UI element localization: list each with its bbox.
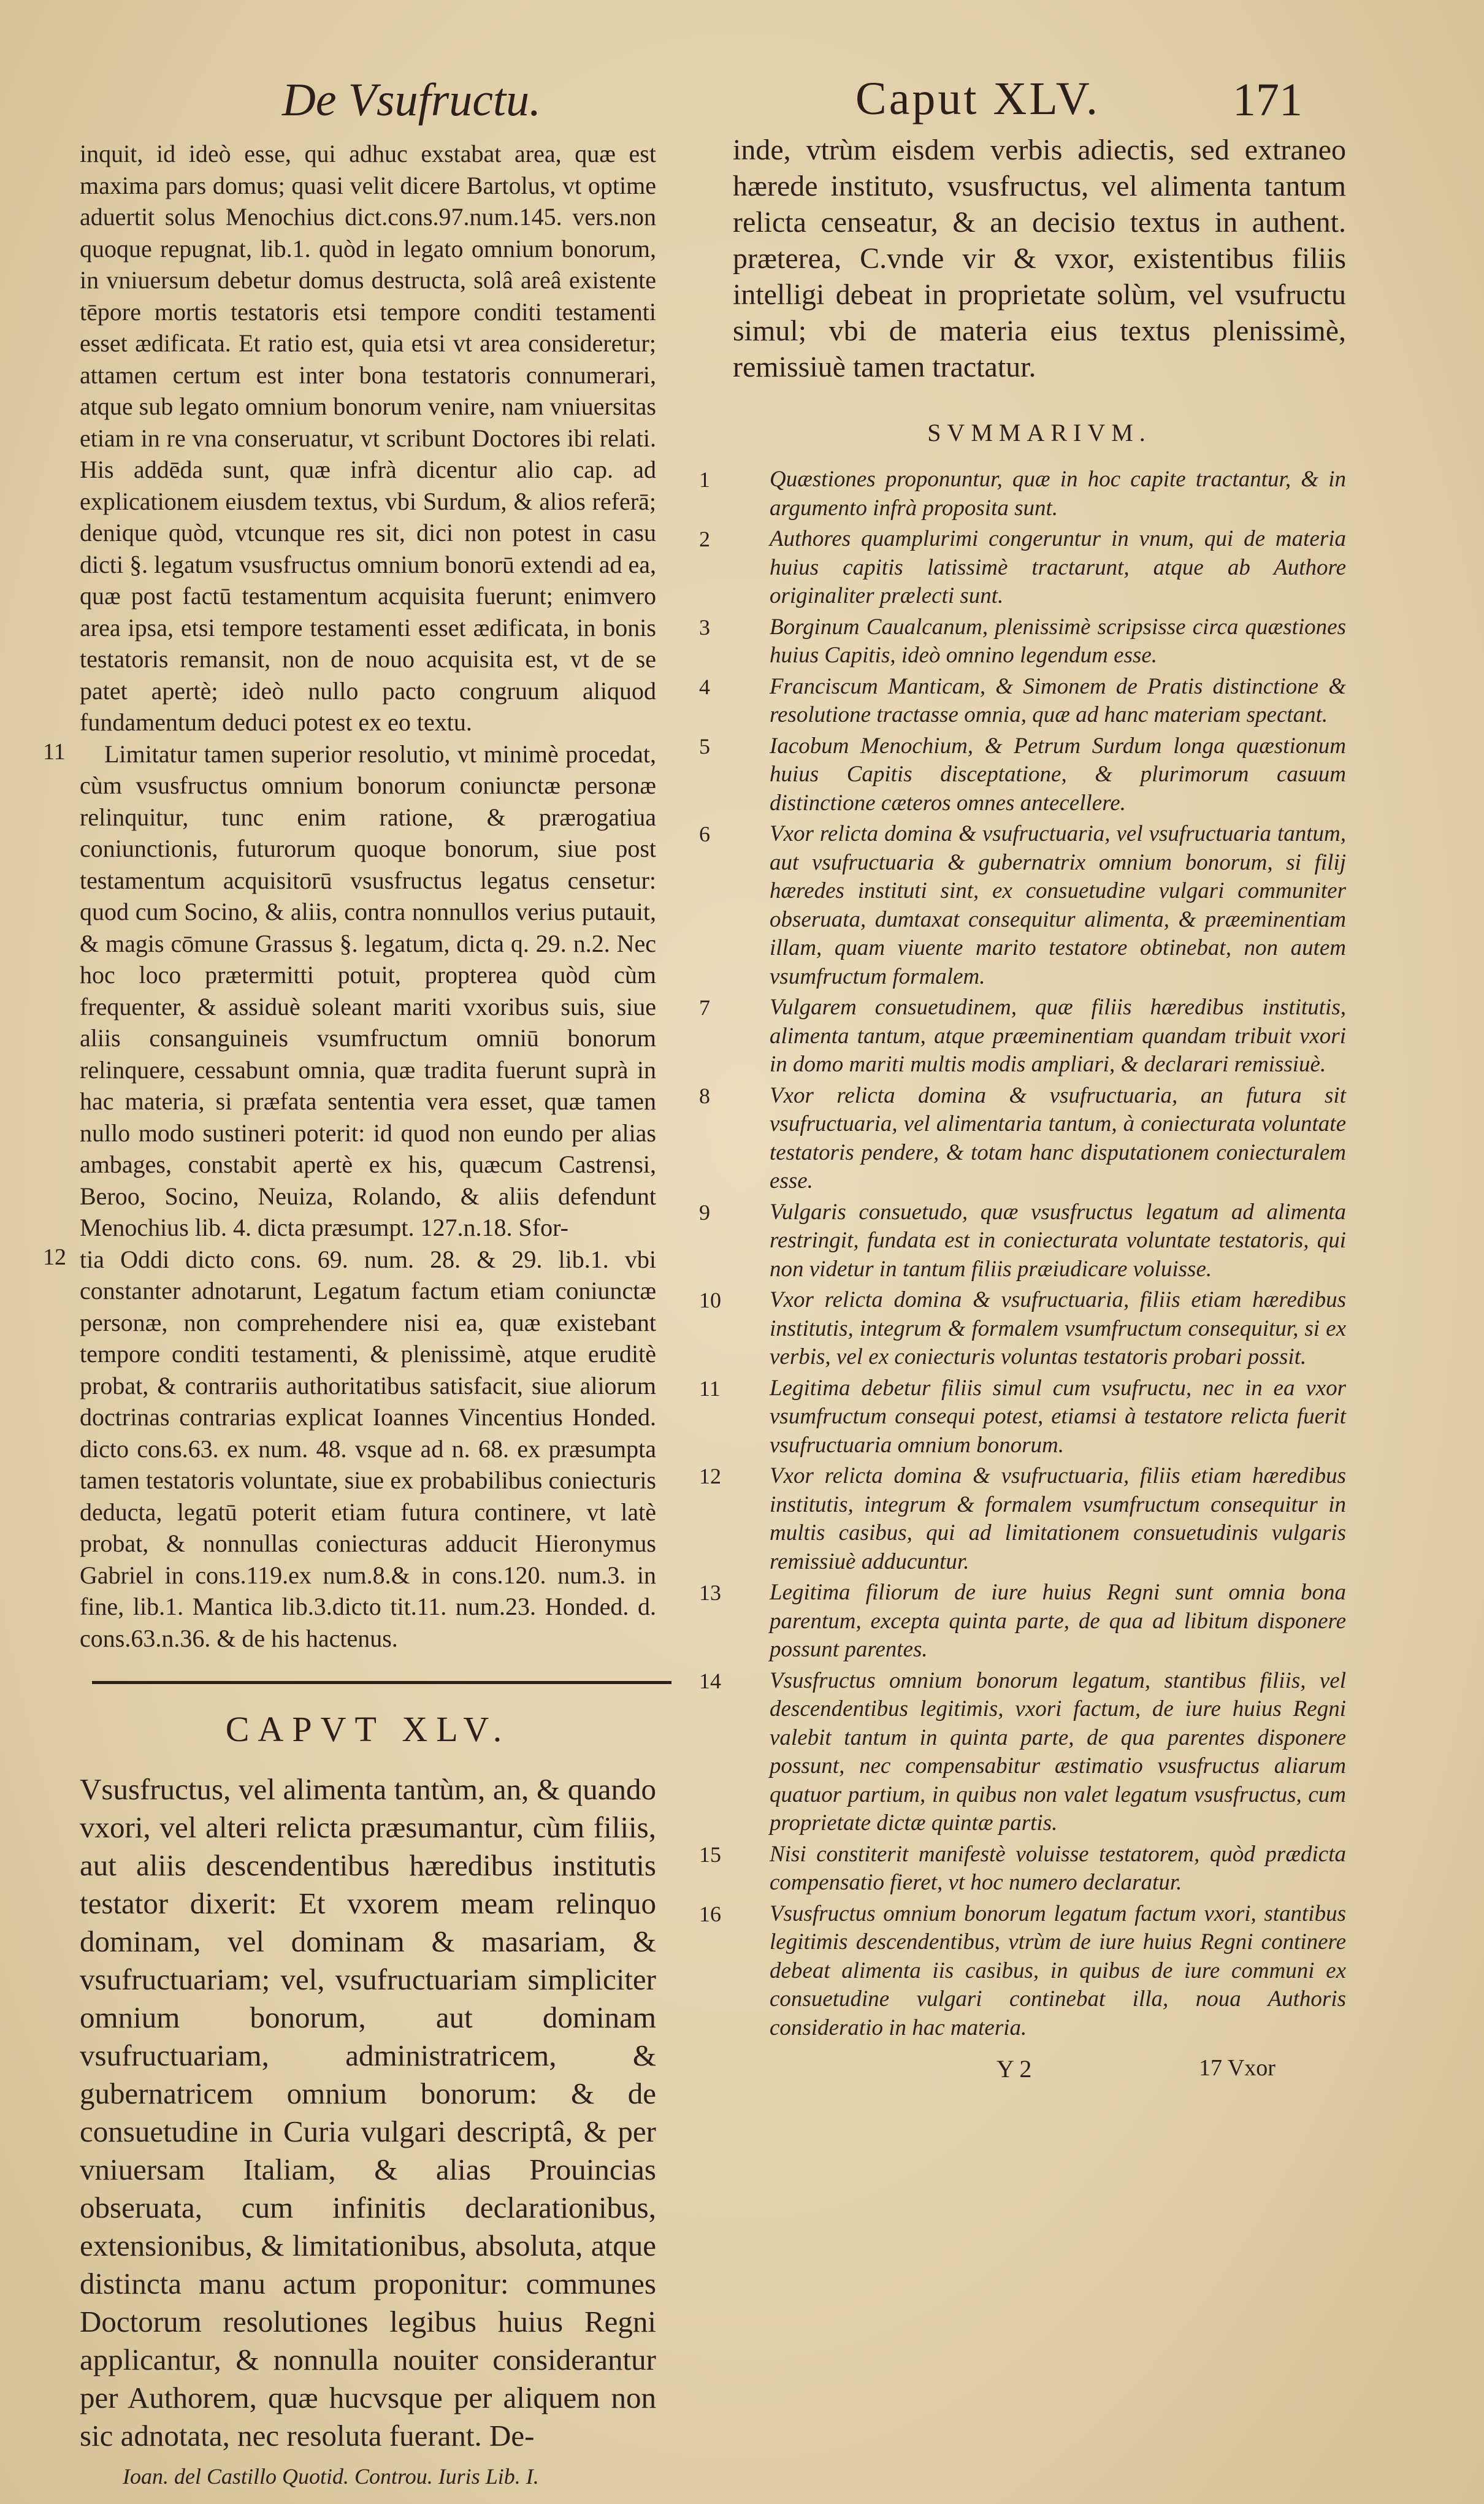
summarium-text: Vxor relicta domina & vsufructuaria, filiis etiam hæredibus institutis, integrum & formalem vsumfructum consequitur, si ex verbis, vel ex coniecturis voluntas testatoris probari possit. [770,1287,1346,1369]
summarium-number: 12 [699,1464,721,1488]
summarium-item [699,1840,1346,1897]
summarium-item [699,1286,1346,1372]
summarium-item [699,1667,1346,1838]
chapter-argument-continued: inde, vtrùm eisdem verbis adiectis, sed extraneo hærede instituto, vsusfructus, vel alimenta tantum relicta censeatur, & an decisio textus in authent. præterea, C.vnde vir & vxor, existentibus filiis intelligi debeat in proprietate solùm, vel vsufructu simul; vbi de materia eius textus plenissimè, remissiuè tamen tractatur. [733,134,1346,383]
summarium-item [699,1198,1346,1284]
summarium-item [699,1579,1346,1664]
chapter-argument: Vsusfructus, vel alimenta tantùm, an, & quando vxori, vel alteri relicta præsumantur, cùm filiis, aut aliis descendentibus hæredibus institutis testator dixerit: Et vxorem meam relinquo dominam, vel dominam & masariam, & vsufructuariam; vel, vsufructuariam simpliciter omnium bonorum, aut dominam vsufructuariam, administratricem, & gubernatricem omnium bonorum: & de consuetudine in Curia vulgari descriptâ, & per vniuersam Italiam, & alias Prouincias obseruata, cum infinitis declarationibus, extensionibus, & limitationibus, absoluta, atque distincta manu actum proponitur: communes Doctorum resolutiones legibus huius Regni applicantur, & nonnulla nouiter considerantur per Authorem, quæ hucvsque per aliquem non sic adnotata, nec resoluta fuerant. De- [80,1772,656,2452]
summarium-number: 4 [699,674,710,699]
left-paragraph-3 [43,1244,656,1655]
summarium-text: Legitima filiorum de iure huius Regni sunt omnia bona parentum, excepta quinta parte, de qua ad libitum disponere possunt parentes. [770,1580,1346,1662]
summarium-list [699,465,1346,2042]
running-head-left: De Vsufructu. [282,74,541,126]
summarium-item [699,465,1346,523]
paragraph-text: inquit, id ideò esse, qui adhuc exstabat area, quæ est maxima pars domus; quasi velit dicere Bartolus, vt optime aduertit solus Menochius dict.cons.97.num.145. vers.non quoque repugnat, lib.1. quòd in legato omnium bonorum, in vniuersum debetur domus destructa, solâ areâ existente tēpore mortis testatoris etsi tempore conditi testamenti esset ædificata. Et ratio est, quia etsi vt area consideretur; attamen certum est inter bona testatoris connumerari, atque sub legato omnium bonorum venire, nam vniuersitas etiam in re vna conseruatur, vt scribunt Doctores ibi relati. His addēda sunt, quæ infrà dicentur alio cap. ad explicationem eiusdem textus, vbi Surdum, & alios referā; denique quòd, vtcunque res sit, dici non potest in casu dicti §. legatum vsusfructus omnium bonorū extendi ad ea, quæ post factū testamentum acquisita fuerunt; enimvero area ipsa, etsi tempore testamenti esset ædificata, in bonis testatoris remansit, non de nouo acquisita est, vt de se patet apertè; ideò nullo pacto congruum aliquod fundamentum deduci potest ex eo textu. [80,140,656,736]
summarium-text: Vulgarem consuetudinem, quæ filiis hæredibus institutis, alimenta tantum, atque præeminentiam quandam tribuit vxori in domo mariti multis modis ampliari, & declarari remissiuè. [770,995,1346,1077]
paragraph-text: Limitatur tamen superior resolutio, vt minimè procedat, cùm vsusfructus omnium bonorum coniunctæ personæ relinquitur, tunc enim ratione, & prærogatiua coniunctionis, futurorum quoque bonorum, siue post testamentum acquisitorū vsusfructus legatus censetur: quod cum Socino, & aliis, contra nonnullos verius putauit, & magis cōmune Grassus §. legatum, dicta q. 29. n.2. Nec hoc loco prætermitti potuit, propterea quòd cùm frequenter, & assiduè soleant mariti vxoribus suis, siue aliis consanguineis vsumfructum omniū bonorum relinquere, cessabunt omnia, quæ tradita fuerunt suprà in hac materia, si præfata sententia vera esset, quæ tamen nullo modo sustineri poterit: id quod non eundo per alias ambages, constabit apertè ex his, quæcum Castrensi, Beroo, Socino, Neuiza, Rolando, & aliis defendunt Menochius lib. 4. dicta præsumpt. 127.n.18. Sfor- [80,740,656,1241]
catchword: 17 Vxor [1199,2055,1276,2081]
summarium-number: 7 [699,995,710,1020]
summarium-title: SVMMARIVM. [927,419,1152,446]
left-paragraph-1 [80,138,656,738]
right-column [699,132,1346,2091]
summarium-item [699,732,1346,818]
margin-number: 12 [43,1244,66,1270]
summarium-text: Nisi constiterit manifestè voluisse testatorem, quòd prædicta compensatio fieret, vt hoc numero declaratur. [770,1841,1346,1895]
summarium-number: 2 [699,527,710,551]
summarium-item [699,1082,1346,1196]
summarium-text: Vulgaris consuetudo, quæ vsusfructus legatum ad alimenta restringit, fundata est in coniecturata voluntate testatoris, qui non videtur in tantum filiis præiudicare voluisse. [770,1199,1346,1282]
page-footer-right [733,2054,1346,2091]
summarium-item [699,673,1346,730]
summarium-item [699,613,1346,670]
summarium-number: 3 [699,615,710,640]
summarium-number: 5 [699,733,710,759]
section-rule [92,1681,671,1684]
summarium-text: Vsusfructus omnium bonorum legatum, stantibus filiis, vel descendentibus legitimis, vxori factum, de iure huius Regni valebit tantum in quinta parte, de qua parentes disponere possunt, nec compensabitur æstimatio vsusfructus aliarum quatuor partium, in quibus non valet legatum vsusfructus, cum proprietate dictæ quintæ partis. [770,1667,1346,1836]
running-head-center: Caput XLV. [855,73,1100,124]
summarium-text: Borginum Caualcanum, plenissimè scripsisse circa quæstiones huius Capitis, ideò omnino legendum esse. [770,614,1346,668]
page-number: 171 [1233,74,1302,126]
summarium-number: 8 [699,1083,710,1108]
summarium-number: 14 [699,1668,721,1693]
summarium-item [699,525,1346,611]
summarium-item [699,1374,1346,1460]
summarium-text: Quæstiones proponuntur, quæ in hoc capite tractantur, & in argumento infrà proposita sunt. [770,467,1346,521]
summarium-number: 10 [699,1288,721,1312]
summarium-text: Authores quamplurimi congeruntur in vnum, qui de materia huius capitis latissimè tractarunt, atque ab Authore originaliter prælecti sunt. [770,526,1346,608]
summarium-item [699,994,1346,1079]
summarium-text: Vxor relicta domina & vsufructuaria, an futura sit vsufructuaria, vel alimentaria tantum, à coniecturata voluntate testatoris pendere, & totam hanc disputationem coniecturalem esse. [770,1082,1346,1193]
summarium-text: Legitima debetur filiis simul cum vsufructu, nec in ea vxor vsumfructum consequi potest, etiamsi à testatore relicta fuerit vsufructuaria omnium bonorum. [770,1375,1346,1458]
summarium-item [699,1900,1346,2043]
summarium-text: Vxor relicta domina & vsufructuaria, vel vsufructuaria tantum, aut vsufructuaria & gubernatrix omnium bonorum, si filij hæredes instituti sint, ex consuetudine vulgari communiter obseruata, dumtaxat consequitur alimenta, & præeminentiam illam, quam viuente marito testatore obtinebat, non autem vsumfructum formalem. [770,821,1346,989]
summarium-number: 11 [699,1376,721,1401]
summarium-number: 1 [699,467,710,492]
summarium-text: Iacobum Menochium, & Petrum Surdum longa quæstionum huius Capitis disceptatione, & plurimorum casuum distinctione cæteros omnes antecellere. [770,733,1346,816]
summarium-number: 13 [699,1580,721,1605]
margin-number: 11 [43,738,66,765]
signature-mark: Y 2 [996,2055,1032,2083]
summarium-item [699,820,1346,991]
summarium-number: 6 [699,822,710,846]
left-paragraph-2 [43,738,656,1244]
paragraph-text: tia Oddi dicto cons. 69. num. 28. & 29. lib.1. vbi constanter adnotarunt, Legatum factum etiam coniunctæ personæ, non comprehendere nisi ea, quæ existebant tempore conditi testamenti, & plenissimè, atque eruditè probat, & contrariis authoritatibus satisfacit, siue aliorum doctrinas contrarias explicat Ioannes Vincentius Honded. dicto cons.63. ex num. 48. vsque ad n. 68. ex præsumpta tamen testatoris voluntate, siue ex probabilibus coniecturis deducta, legatū poterit etiam futura continere, vt latè probat, & nonnullas coniecturas adducit Hieronymus Gabriel in cons.119.ex num.8.& in cons.120. num.3. in fine, lib.1. Mantica lib.3.dicto tit.11. num.23. Honded. d. cons.63.n.36. & de his hactenus. [80,1245,656,1652]
chapter-title: CAPVT XLV. [225,1709,511,1749]
summarium-text: Vxor relicta domina & vsufructuaria, filiis etiam hæredibus institutis, integrum & formalem vsumfructum consequitur in multis casibus, qui ad limitationem consuetudinis vulgaris remissiuè adducuntur. [770,1463,1346,1574]
summarium-item [699,1462,1346,1576]
summarium-text: Vsusfructus omnium bonorum legatum factum vxori, stantibus legitimis descendentibus, vtrùm de iure huius Regni continere debeat alimenta iis casibus, in quibus de iure communi ex consuetudine vulgari continebat illa, noua Authoris consideratio in hac materia. [770,1901,1346,2040]
summarium-number: 15 [699,1842,721,1867]
summarium-number: 9 [699,1200,710,1225]
footer-signature-line: Ioan. del Castillo Quotid. Controu. Iuris Lib. I. [123,2464,539,2489]
summarium-number: 16 [699,1901,721,1926]
left-column [43,138,656,2489]
summarium-text: Franciscum Manticam, & Simonem de Pratis distinctione & resolutione tractasse omnia, quæ ad hanc materiam spectant. [770,673,1346,727]
